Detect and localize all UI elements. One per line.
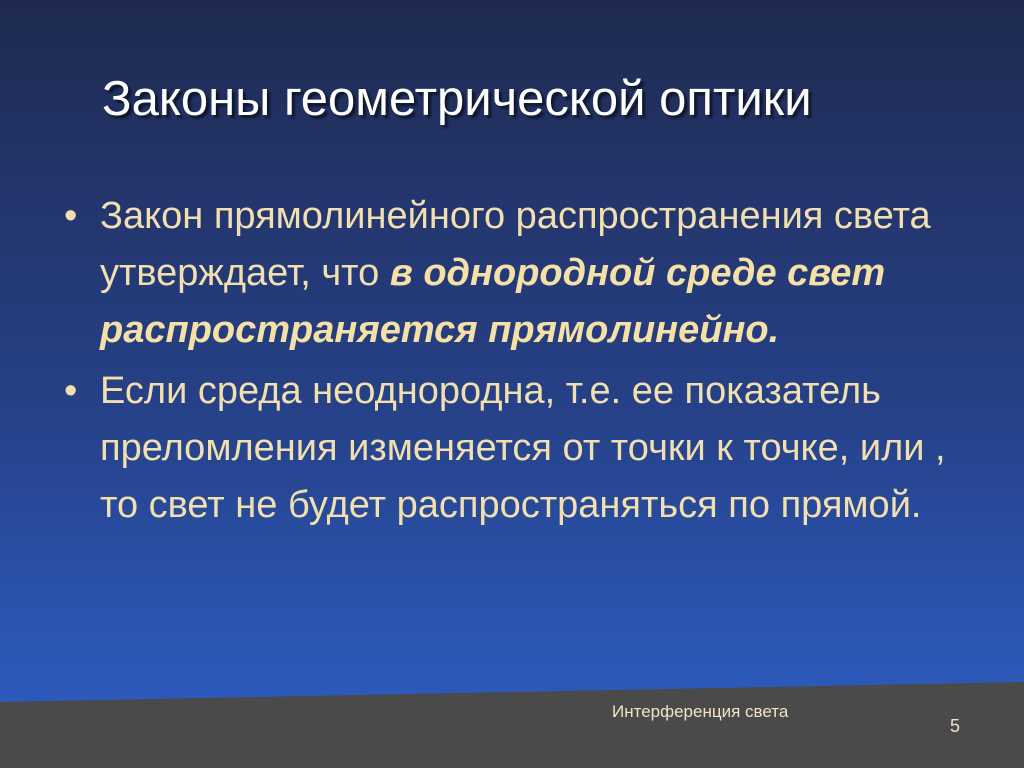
bullet-2-text: Если среда неоднородна, т.е. ее показатель преломления изменяется от точки к точке, или , то свет не будет распространяться по прямой.	[100, 370, 946, 526]
bullet-list	[60, 188, 960, 538]
bullet-item-1	[60, 188, 960, 359]
page-number: 5	[950, 716, 961, 736]
footer-title: Интерференция света	[612, 702, 789, 721]
bullet-marker: •	[64, 195, 78, 237]
bullet-item-2	[60, 363, 960, 534]
footer-band-shape	[0, 682, 1024, 768]
bullet-marker: •	[64, 370, 78, 412]
slide-title: Законы геометрической оптики	[102, 72, 812, 126]
bullet-1-text: Закон прямолинейного распространения света утверждает, что	[100, 195, 931, 294]
bullet-1-emphasis: в однородной среде свет распространяется прямолинейно.	[100, 252, 886, 351]
